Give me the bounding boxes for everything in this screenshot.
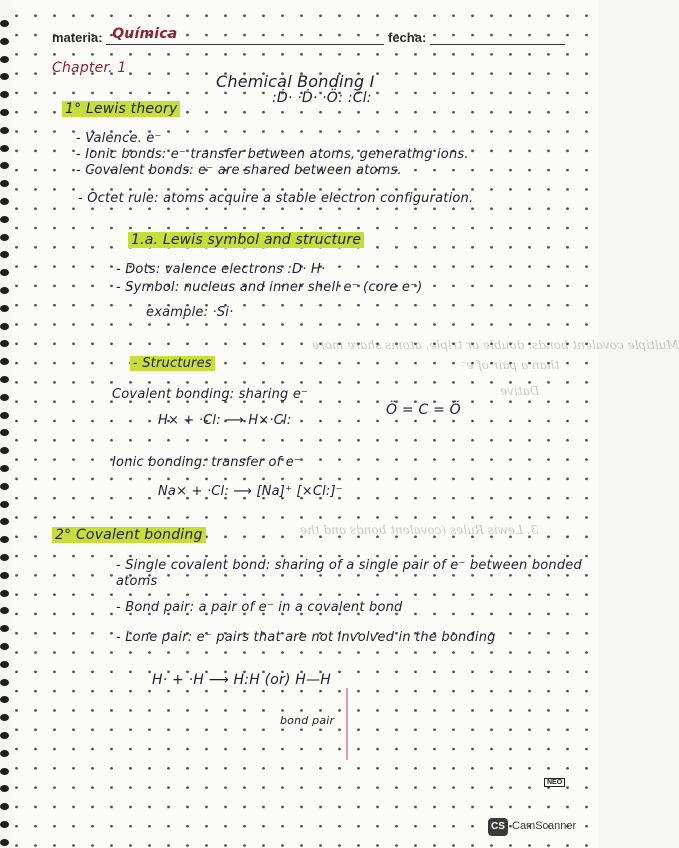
- small-stamp: NEO: [544, 778, 565, 787]
- note-line: - Ionic bonds: e⁻ transfer between atoms, generating ions.: [76, 147, 469, 162]
- camscanner-logo: CS: [488, 818, 508, 836]
- equation: H× + ·Cl: ⟶ H×·Cl:: [158, 413, 292, 428]
- note-line: - Symbol: nucleus and inner shell e⁻ (core e⁻): [116, 280, 423, 295]
- spiral-ring: [0, 572, 9, 579]
- spiral-ring: [0, 785, 9, 792]
- spiral-ring: [0, 661, 9, 668]
- spiral-ring: [0, 590, 9, 597]
- fecha-line: [430, 32, 565, 45]
- spiral-ring: [0, 145, 9, 152]
- spiral-ring: [0, 251, 9, 258]
- spiral-ring: [0, 803, 9, 810]
- spiral-ring: [0, 358, 9, 365]
- equation: Ö = C = Ö: [386, 402, 461, 418]
- camscanner-text: CamScanner: [512, 820, 577, 832]
- spiral-ring: [0, 483, 9, 490]
- spiral-ring: [0, 625, 9, 632]
- section-1-heading: 1° Lewis theory: [62, 101, 180, 117]
- bleed-through-text: Dative: [500, 384, 540, 398]
- spiral-ring: [0, 109, 9, 116]
- spiral-ring: [0, 501, 9, 508]
- bleed-through-text: 3. Lewis Rules (covalent bonds and the: [300, 523, 539, 537]
- bleed-through-text: than a pair of e⁻: [460, 358, 560, 372]
- spiral-ring: [0, 198, 9, 205]
- spiral-binding: [0, 0, 14, 848]
- materia-line: [106, 26, 384, 45]
- chapter-label: Chapter. 1: [52, 60, 127, 76]
- spiral-ring: [0, 607, 9, 614]
- fecha-field: [388, 30, 565, 45]
- note-line: - Valence. e⁻: [76, 131, 162, 146]
- spiral-ring: [0, 679, 9, 686]
- annotation: bond pair: [280, 714, 335, 727]
- spiral-ring: [0, 91, 9, 98]
- spiral-ring: [0, 750, 9, 757]
- spiral-ring: [0, 234, 9, 241]
- spiral-ring: [0, 518, 9, 525]
- spiral-ring: [0, 216, 9, 223]
- spiral-ring: [0, 429, 9, 436]
- spiral-ring: [0, 394, 9, 401]
- spiral-ring: [0, 162, 9, 169]
- spiral-ring: [0, 696, 9, 703]
- note-line: - Dots: valence electrons :D· H·: [116, 262, 326, 277]
- bleed-through-text: Multiple covalent bonds: double or triple, atoms share more: [312, 338, 679, 352]
- note-line: Covalent bonding: sharing e⁻: [112, 387, 309, 402]
- spiral-ring: [0, 305, 9, 312]
- spiral-ring: [0, 447, 9, 454]
- spiral-ring: [0, 643, 9, 650]
- spiral-ring: [0, 536, 9, 543]
- spiral-ring: [0, 465, 9, 472]
- spiral-ring: [0, 340, 9, 347]
- spiral-ring: [0, 768, 9, 775]
- spiral-ring: [0, 20, 9, 27]
- spiral-ring: [0, 287, 9, 294]
- spiral-ring: [0, 38, 9, 45]
- spiral-ring: [0, 839, 9, 846]
- spiral-ring: [0, 323, 9, 330]
- note-line: - Bond pair: a pair of e⁻ in a covalent bond: [116, 600, 403, 615]
- materia-label: materia:: [52, 30, 103, 45]
- section-2-heading: 2° Covalent bonding: [52, 527, 206, 543]
- spiral-ring: [0, 821, 9, 828]
- title-lewis-symbols: :Ḋ· ·Ḋ· ·Ö: :Ċl:: [272, 90, 372, 106]
- materia-field: [52, 26, 384, 45]
- equation: H· + ·H ⟶ H:H (or) H—H: [152, 672, 331, 688]
- fecha-label: fecha:: [388, 30, 427, 45]
- spiral-ring: [0, 180, 9, 187]
- note-line: - Lone pair: e⁻ pairs that are not involved in the bonding: [116, 630, 496, 645]
- spiral-ring: [0, 732, 9, 739]
- note-line: - Octet rule: atoms acquire a stable electron configuration.: [78, 191, 474, 206]
- section-1a-heading: 1.a. Lewis symbol and structure: [128, 232, 364, 248]
- page-title: Chemical Bonding I: [216, 72, 375, 91]
- note-line: Ionic bonding: transfer of e⁻: [112, 455, 302, 470]
- pink-pen-mark: [346, 688, 348, 760]
- note-line: example: ·Si·: [146, 305, 234, 320]
- structures-label: - Structures: [130, 356, 215, 371]
- spiral-ring: [0, 127, 9, 134]
- spiral-ring: [0, 554, 9, 561]
- materia-value: Química: [112, 26, 178, 42]
- spiral-ring: [0, 56, 9, 63]
- equation: Na× + ·Cl: ⟶ [Na]⁺ [×Cl:]⁻: [158, 484, 343, 499]
- spiral-ring: [0, 73, 9, 80]
- note-line: - Single covalent bond: sharing of a single pair of e⁻ between bonded atoms: [116, 558, 582, 589]
- spiral-ring: [0, 412, 9, 419]
- spiral-ring: [0, 376, 9, 383]
- spiral-ring: [0, 714, 9, 721]
- spiral-ring: [0, 269, 9, 276]
- note-line: - Covalent bonds: e⁻ are shared between atoms.: [76, 163, 402, 178]
